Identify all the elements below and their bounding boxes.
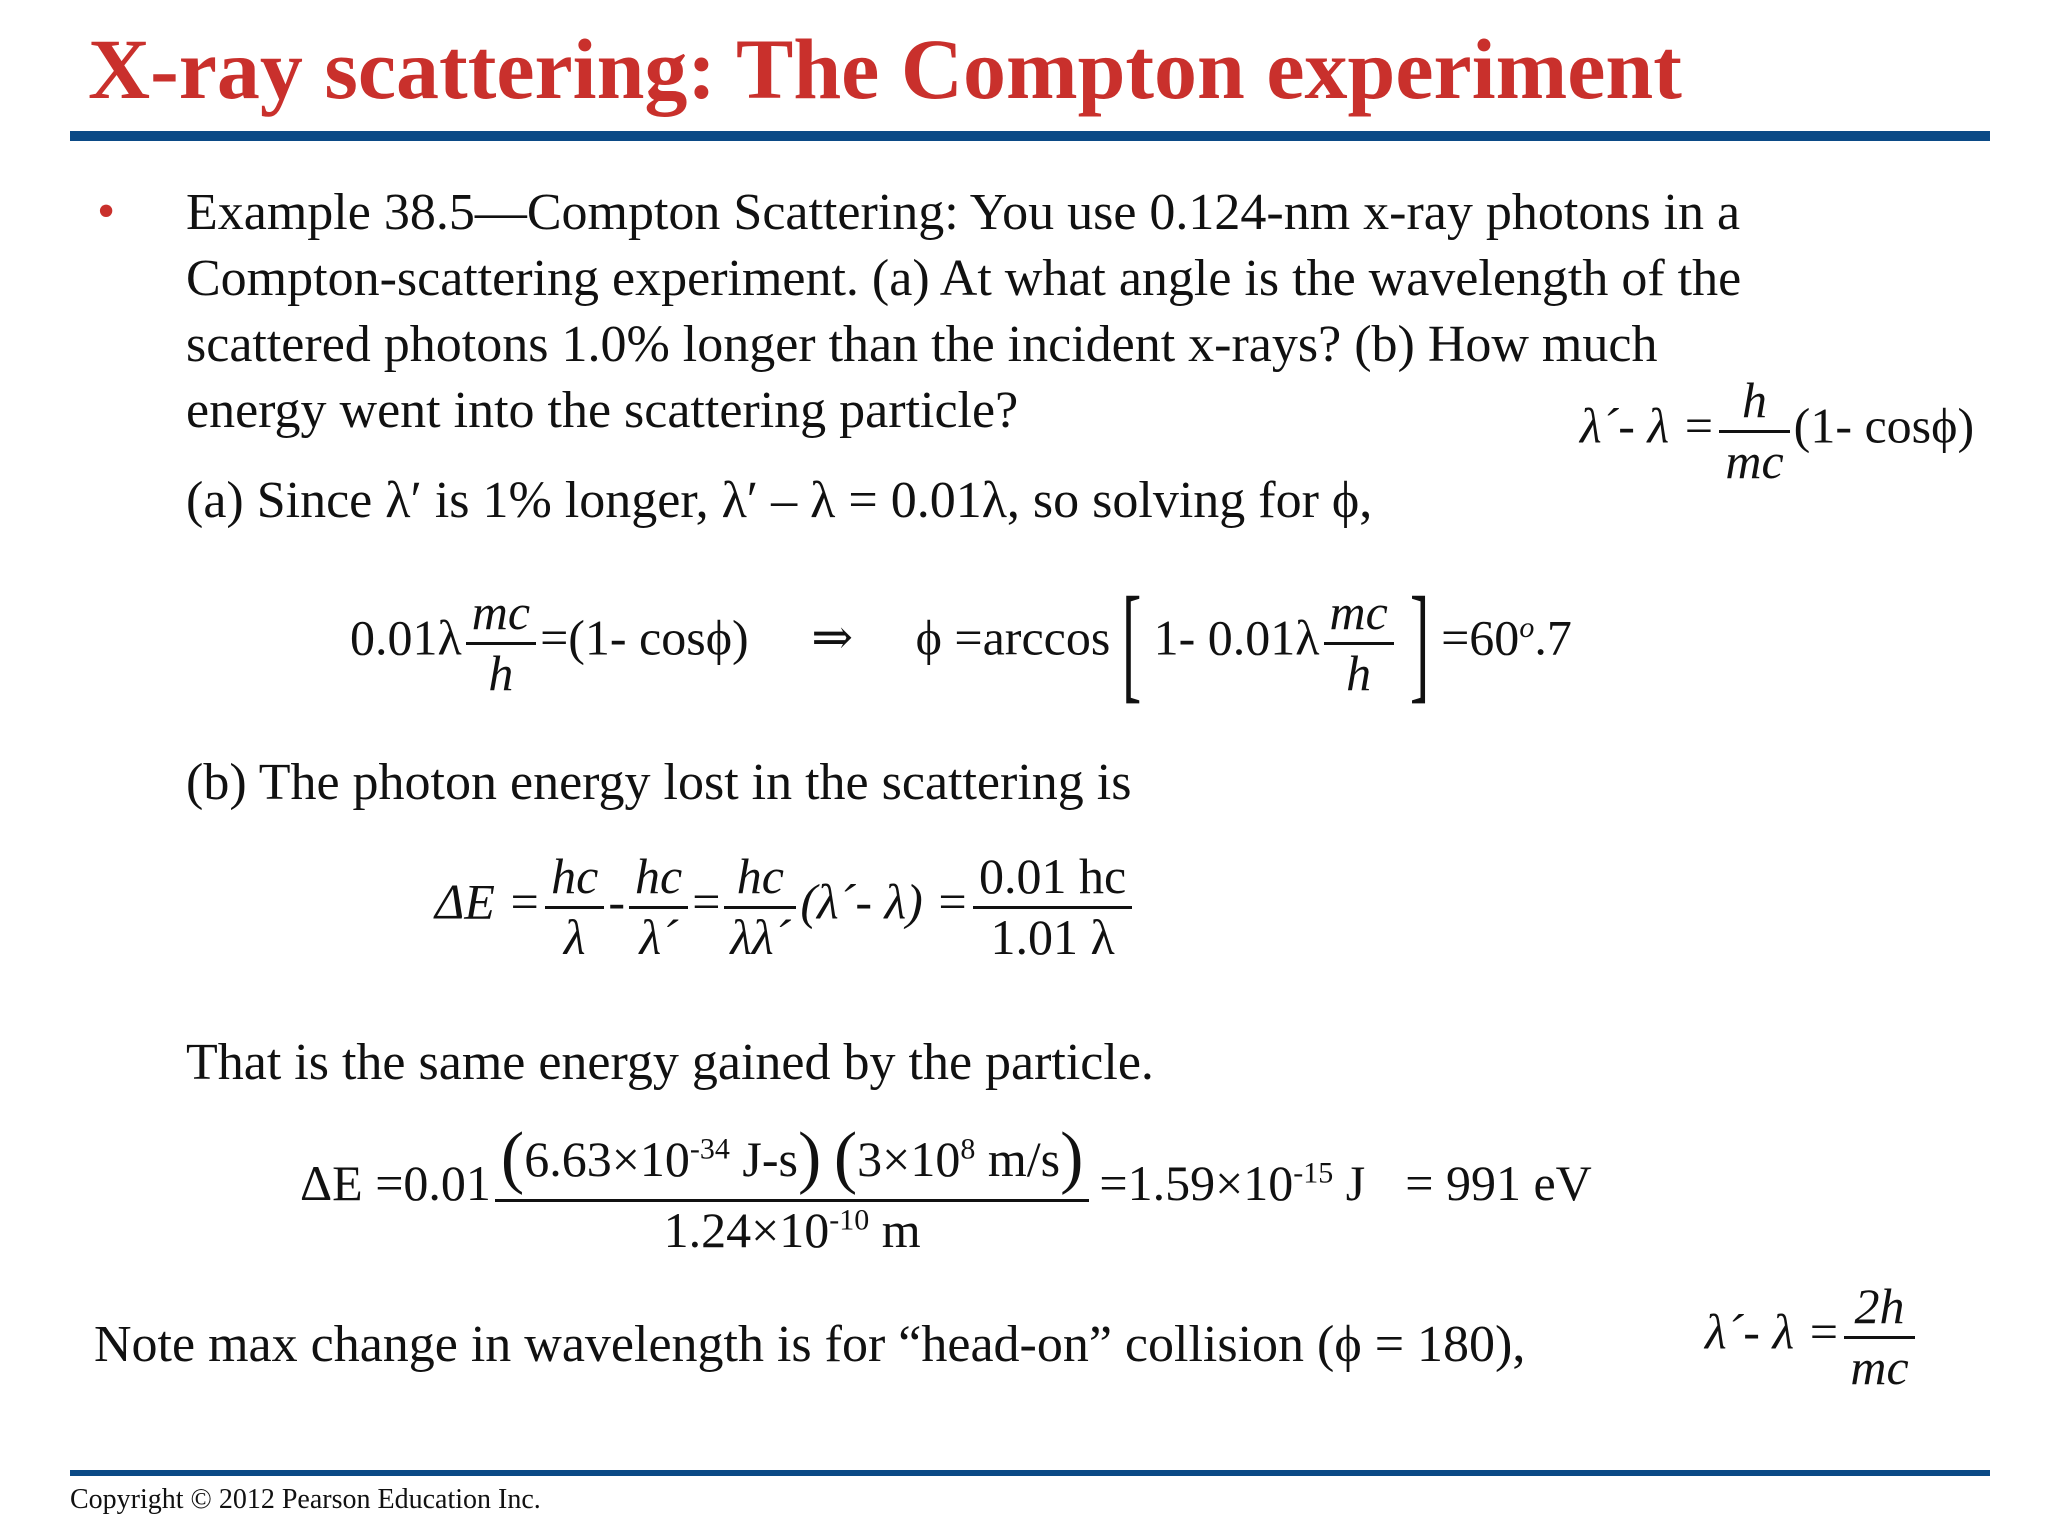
eq-b-lhs: ΔE = — [435, 873, 542, 930]
eq-a-num2: mc — [1329, 584, 1388, 640]
eq-c-result-exp: -15 — [1293, 1156, 1334, 1190]
eq-b-d3: λλ´ — [724, 906, 796, 967]
note-formula-num: 2h — [1854, 1278, 1905, 1334]
title-divider — [70, 131, 1990, 141]
note-formula-den: mc — [1844, 1336, 1914, 1397]
eq-a-phi: ϕ =arccos — [915, 609, 1111, 666]
eq-b-d1: λ — [545, 906, 604, 967]
eq-c-result-unit: J — [1333, 1154, 1366, 1211]
eq-b-minus: - — [608, 873, 625, 930]
eq-b-d4: 1.01 λ — [973, 906, 1132, 967]
page-title: X-ray scattering: The Compton experiment — [88, 21, 1682, 117]
eq-c-result: =1.59×10 — [1099, 1154, 1294, 1211]
part-b-text: (b) The photon energy lost in the scattering is — [186, 754, 1132, 811]
intro-line: energy went into the scattering particle? — [186, 382, 1019, 439]
note-formula-lhs: λ´- λ = — [1705, 1303, 1841, 1360]
intro-line: Compton-scattering experiment. (a) At what angle is the wavelength of the — [186, 250, 1742, 307]
footer-divider — [70, 1470, 1990, 1476]
eq-c-ev: = 991 eV — [1405, 1154, 1592, 1211]
formula-rhs: (1- cosϕ) — [1793, 397, 1975, 454]
eq-c-num-b: 3×10 — [857, 1131, 961, 1187]
eq-b-n3: hc — [736, 848, 784, 904]
note-text: Note max change in wavelength is for “head-on” collision (ϕ = 180), — [94, 1316, 1526, 1373]
bullet-marker: • — [97, 183, 116, 240]
copyright-notice: Copyright © 2012 Pearson Education Inc. — [70, 1484, 541, 1515]
eq-c-den-unit: m — [869, 1201, 921, 1258]
formula-numerator: h — [1742, 372, 1768, 428]
eq-b-paren: (λ´- λ) = — [800, 873, 970, 930]
eq-a-result-tail: .7 — [1534, 609, 1572, 666]
eq-c-num-a: 6.63×10 — [524, 1131, 690, 1187]
same-energy-text: That is the same energy gained by the particle. — [186, 1034, 1154, 1091]
note-formula — [1705, 1278, 1919, 1396]
eq-b-n1: hc — [551, 848, 599, 904]
eq-a-result: =60 — [1441, 609, 1520, 666]
part-a-text: (a) Since λ′ is 1% longer, λ′ – λ = 0.01λ, so solving for ϕ, — [186, 472, 1373, 529]
eq-c-num-a-unit: J-s — [729, 1131, 798, 1187]
eq-c-lhs: ΔE =0.01 — [300, 1154, 491, 1211]
compton-formula — [1580, 372, 1974, 490]
eq-b-eq: = — [692, 873, 721, 930]
eq-b-d2: λ´ — [629, 906, 688, 967]
eq-b-n2: hc — [635, 848, 683, 904]
eq-a-den2: h — [1324, 642, 1394, 703]
equation-b — [435, 848, 1136, 966]
formula-denominator: mc — [1719, 430, 1789, 491]
eq-a-mid: =(1- cosϕ) — [540, 609, 749, 666]
intro-line: scattered photons 1.0% longer than the incident x-rays? (b) How much — [186, 316, 1658, 373]
eq-c-den: 1.24×10 — [663, 1201, 830, 1258]
eq-a-left: 0.01λ — [350, 609, 462, 666]
eq-c-num-a-exp: -34 — [689, 1132, 730, 1166]
implies-arrow: ⇒ — [811, 609, 854, 666]
example-intro — [186, 180, 1741, 444]
formula-lhs: λ´- λ = — [1580, 397, 1716, 454]
eq-a-inner: 1- 0.01λ — [1153, 609, 1320, 666]
eq-a-den1: h — [466, 642, 536, 703]
eq-c-den-exp: -10 — [829, 1202, 870, 1236]
eq-b-n4: 0.01 hc — [979, 848, 1127, 904]
eq-c-num-b-unit: m/s — [975, 1131, 1061, 1187]
eq-c-num-b-exp: 8 — [960, 1132, 976, 1166]
degree-mark: o — [1519, 610, 1535, 644]
intro-line: Example 38.5—Compton Scattering: You use 0.124-nm x-ray photons in a — [186, 184, 1741, 241]
equation-a: 0.01λ $\frac{mc}{h}$ =(1- cosϕ) ⇒ ϕ =arccos[ 1- 0.01λ $\frac{mc}{h}$ ] $=60^o.7$ — [350, 571, 1572, 715]
equation-c: ΔE =0.01 $\frac{(6.63\times 10^{-34} J-s) (3\times 10^8 m/s)}{1.24\times 10^{-10} m}$ $=1.59\times 10^{-15}$ J = 991 eV — [300, 1119, 1592, 1258]
eq-a-num1: mc — [471, 584, 531, 640]
